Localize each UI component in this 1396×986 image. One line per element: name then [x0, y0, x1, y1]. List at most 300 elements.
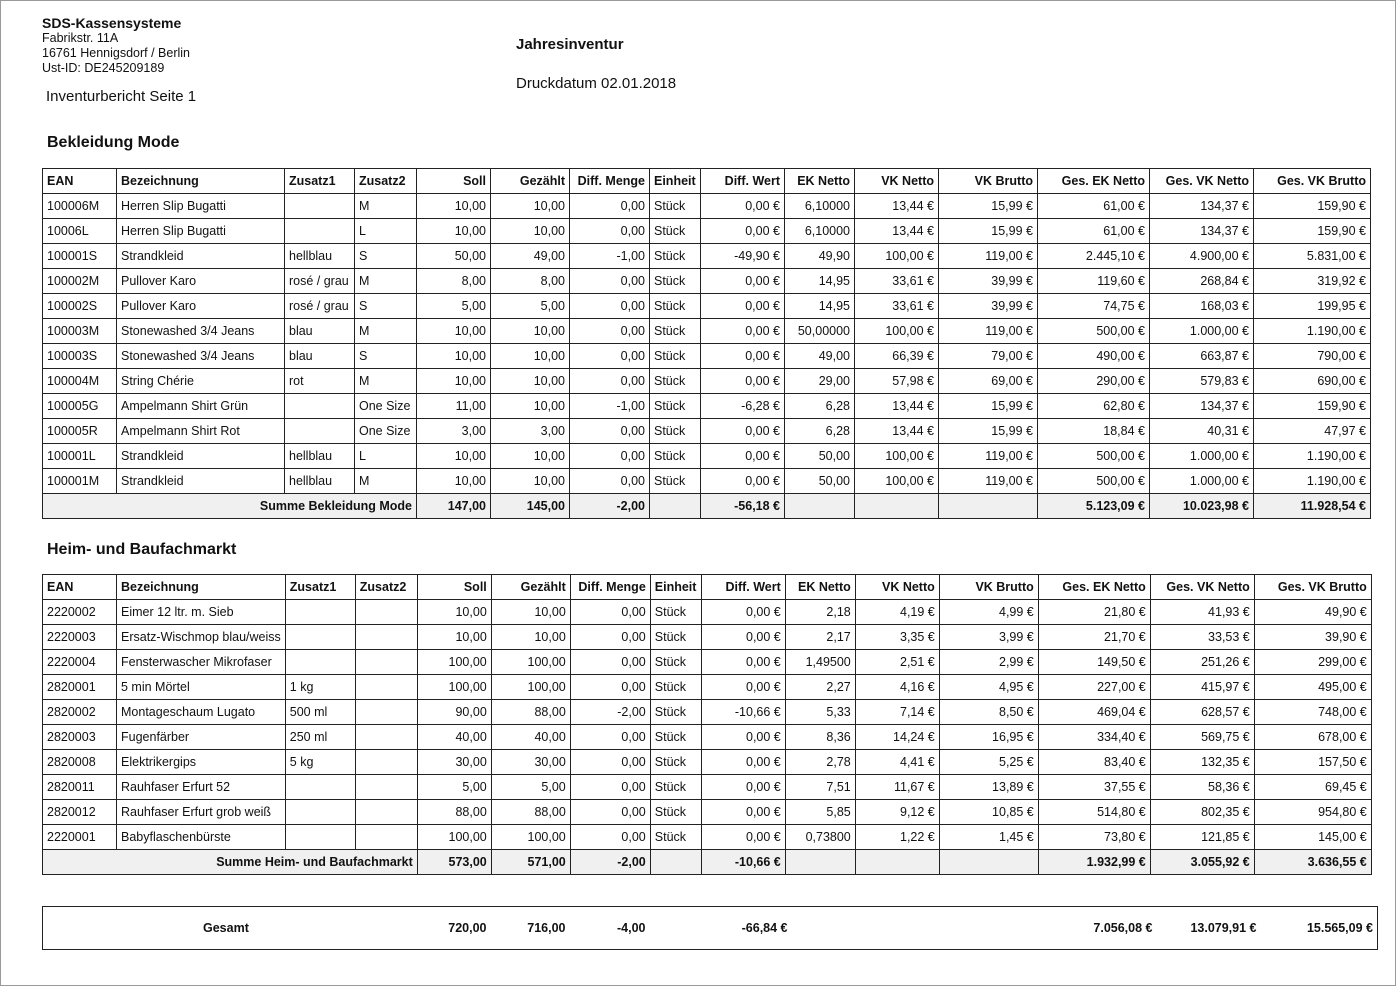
cell-vk-netto: 14,24 € [855, 725, 939, 750]
cell-ges-vk-brutto: 1.190,00 € [1254, 444, 1371, 469]
cell-ean: 100001L [43, 444, 117, 469]
cell-ges-vk-brutto: 954,80 € [1254, 800, 1371, 825]
cell-vk-netto: 100,00 € [855, 244, 939, 269]
cell-ean: 100003S [43, 344, 117, 369]
cell-soll: 10,00 [417, 219, 491, 244]
cell-ean: 10006L [43, 219, 117, 244]
total-ges-vk-brutto: 15.565,09 € [1306, 921, 1373, 935]
cell-vk-brutto: 4,95 € [939, 675, 1038, 700]
cell-einheit: Stück [650, 269, 701, 294]
print-date: Druckdatum 02.01.2018 [516, 75, 677, 92]
cell-ges-vk-brutto: 319,92 € [1254, 269, 1371, 294]
cell-gezaehlt: 5,00 [491, 294, 570, 319]
column-header-soll: Soll [417, 575, 491, 600]
company-name: SDS-Kassensysteme [42, 15, 182, 31]
cell-zusatz2: L [355, 444, 417, 469]
cell-ean: 2220003 [43, 625, 117, 650]
cell-zusatz1 [285, 419, 355, 444]
cell-ges-vk-netto: 1.000,00 € [1150, 469, 1254, 494]
cell-bezeichnung: Babyflaschenbürste [117, 825, 286, 850]
cell-vk-brutto: 13,89 € [939, 775, 1038, 800]
cell-ges-ek-netto: 83,40 € [1038, 750, 1150, 775]
column-header-ean: EAN [43, 169, 117, 194]
company-address [42, 16, 190, 76]
section-title-bekleidung: Bekleidung Mode [47, 134, 180, 151]
cell-ges-ek-netto: 334,40 € [1038, 725, 1150, 750]
cell-bezeichnung: String Chérie [117, 369, 285, 394]
cell-ges-vk-netto: 569,75 € [1150, 725, 1254, 750]
column-header-vk-brutto: VK Brutto [939, 169, 1038, 194]
cell-ges-ek-netto: 490,00 € [1038, 344, 1150, 369]
table-row [43, 269, 1371, 294]
cell-ges-vk-netto: 1.000,00 € [1150, 319, 1254, 344]
cell-einheit: Stück [650, 369, 701, 394]
cell-ges-vk-netto: 41,93 € [1150, 600, 1254, 625]
cell-vk-brutto: 39,99 € [939, 294, 1038, 319]
cell-einheit: Stück [650, 825, 701, 850]
cell-ek-netto: 2,17 [785, 625, 855, 650]
cell-zusatz2 [355, 750, 417, 775]
column-header-vk-netto: VK Netto [855, 575, 939, 600]
cell-vk-netto: 7,14 € [855, 700, 939, 725]
cell-vk-brutto: 2,99 € [939, 650, 1038, 675]
cell-ges-vk-brutto: 157,50 € [1254, 750, 1371, 775]
column-header-soll: Soll [417, 169, 491, 194]
cell-zusatz2 [355, 725, 417, 750]
cell-ean: 100006M [43, 194, 117, 219]
sum-label: Summe Bekleidung Mode [43, 494, 417, 519]
column-header-ges-vk-netto: Ges. VK Netto [1150, 169, 1254, 194]
cell-ek-netto: 49,00 [785, 344, 855, 369]
sum-ges-vk-netto: 3.055,92 € [1150, 850, 1254, 875]
cell-ean: 2820001 [43, 675, 117, 700]
cell-zusatz1 [285, 219, 355, 244]
cell-zusatz1: blau [285, 344, 355, 369]
cell-ges-vk-brutto: 47,97 € [1254, 419, 1371, 444]
cell-ges-vk-brutto: 299,00 € [1254, 650, 1371, 675]
table-row [43, 444, 1371, 469]
cell-ges-vk-brutto: 678,00 € [1254, 725, 1371, 750]
cell-ean: 100005G [43, 394, 117, 419]
cell-ek-netto: 50,00 [785, 444, 855, 469]
inventory-table-bekleidung [42, 168, 1371, 519]
cell-gezaehlt: 10,00 [491, 469, 570, 494]
cell-soll: 100,00 [417, 825, 491, 850]
cell-zusatz2 [355, 600, 417, 625]
cell-vk-brutto: 119,00 € [939, 244, 1038, 269]
cell-ek-netto: 0,73800 [785, 825, 855, 850]
cell-ges-vk-brutto: 69,45 € [1254, 775, 1371, 800]
cell-vk-brutto: 69,00 € [939, 369, 1038, 394]
cell-ek-netto: 6,28 [785, 394, 855, 419]
cell-diff-menge: 0,00 [570, 344, 650, 369]
cell-ges-ek-netto: 469,04 € [1038, 700, 1150, 725]
cell-zusatz1: rosé / grau [285, 269, 355, 294]
total-diff-menge: -4,00 [617, 921, 646, 935]
cell-diff-menge: 0,00 [570, 444, 650, 469]
cell-zusatz1 [285, 775, 355, 800]
cell-ean: 2220001 [43, 825, 117, 850]
column-header-diff-menge: Diff. Menge [570, 169, 650, 194]
sum-diff-wert: -10,66 € [701, 850, 785, 875]
sum-soll: 573,00 [417, 850, 491, 875]
table-row [43, 319, 1371, 344]
cell-gezaehlt: 10,00 [491, 625, 570, 650]
column-header-einheit: Einheit [650, 169, 701, 194]
cell-bezeichnung: Elektrikergips [117, 750, 286, 775]
cell-ges-vk-brutto: 1.190,00 € [1254, 469, 1371, 494]
cell-zusatz1: hellblau [285, 444, 355, 469]
cell-bezeichnung: Pullover Karo [117, 269, 285, 294]
cell-bezeichnung: Rauhfaser Erfurt grob weiß [117, 800, 286, 825]
cell-vk-brutto: 39,99 € [939, 269, 1038, 294]
cell-ean: 100001M [43, 469, 117, 494]
cell-zusatz2: One Size [355, 419, 417, 444]
table-row [43, 194, 1371, 219]
cell-gezaehlt: 100,00 [491, 825, 570, 850]
column-header-gezaehlt: Gezählt [491, 575, 570, 600]
cell-ges-vk-brutto: 5.831,00 € [1254, 244, 1371, 269]
cell-gezaehlt: 10,00 [491, 219, 570, 244]
cell-vk-netto: 11,67 € [855, 775, 939, 800]
cell-zusatz1: hellblau [285, 469, 355, 494]
cell-ges-vk-brutto: 748,00 € [1254, 700, 1371, 725]
cell-zusatz1 [285, 650, 355, 675]
cell-ean: 100005R [43, 419, 117, 444]
cell-ges-vk-netto: 134,37 € [1150, 394, 1254, 419]
sum-soll: 147,00 [417, 494, 491, 519]
cell-ges-vk-netto: 579,83 € [1150, 369, 1254, 394]
cell-vk-brutto: 4,99 € [939, 600, 1038, 625]
inventory-table-heim-bau [42, 574, 1372, 875]
cell-diff-menge: 0,00 [570, 625, 650, 650]
cell-ges-vk-netto: 168,03 € [1150, 294, 1254, 319]
cell-ges-vk-netto: 1.000,00 € [1150, 444, 1254, 469]
cell-diff-menge: 0,00 [570, 650, 650, 675]
cell-zusatz2: M [355, 194, 417, 219]
cell-ean: 100001S [43, 244, 117, 269]
cell-gezaehlt: 10,00 [491, 394, 570, 419]
cell-zusatz2: S [355, 294, 417, 319]
cell-ges-vk-netto: 4.900,00 € [1150, 244, 1254, 269]
cell-ek-netto: 14,95 [785, 269, 855, 294]
cell-ges-vk-brutto: 159,90 € [1254, 219, 1371, 244]
cell-einheit: Stück [650, 650, 701, 675]
cell-ges-ek-netto: 500,00 € [1038, 444, 1150, 469]
section-sum-row [43, 850, 1372, 875]
cell-bezeichnung: Fensterwascher Mikrofaser [117, 650, 286, 675]
cell-gezaehlt: 88,00 [491, 700, 570, 725]
cell-zusatz1: blau [285, 319, 355, 344]
cell-diff-wert: 0,00 € [701, 319, 785, 344]
cell-vk-netto: 13,44 € [855, 394, 939, 419]
cell-ean: 2820011 [43, 775, 117, 800]
column-header-vk-brutto: VK Brutto [939, 575, 1038, 600]
cell-gezaehlt: 10,00 [491, 344, 570, 369]
cell-ges-vk-netto: 58,36 € [1150, 775, 1254, 800]
cell-soll: 10,00 [417, 344, 491, 369]
cell-ges-vk-netto: 663,87 € [1150, 344, 1254, 369]
column-header-ges-vk-brutto: Ges. VK Brutto [1254, 169, 1371, 194]
cell-diff-wert: 0,00 € [701, 650, 785, 675]
cell-gezaehlt: 10,00 [491, 369, 570, 394]
cell-soll: 88,00 [417, 800, 491, 825]
cell-ges-ek-netto: 18,84 € [1038, 419, 1150, 444]
cell-diff-menge: 0,00 [570, 419, 650, 444]
cell-einheit: Stück [650, 394, 701, 419]
cell-zusatz1 [285, 625, 355, 650]
column-header-ek-netto: EK Netto [785, 575, 855, 600]
cell-ek-netto: 5,85 [785, 800, 855, 825]
cell-diff-menge: 0,00 [570, 775, 650, 800]
cell-ek-netto: 6,28 [785, 419, 855, 444]
cell-zusatz2: S [355, 244, 417, 269]
total-diff-wert: -66,84 € [741, 921, 788, 935]
cell-ges-vk-brutto: 199,95 € [1254, 294, 1371, 319]
table-row [43, 700, 1372, 725]
cell-zusatz1: hellblau [285, 244, 355, 269]
cell-ek-netto: 50,00000 [785, 319, 855, 344]
cell-vk-netto: 100,00 € [855, 444, 939, 469]
column-header-zusatz2: Zusatz2 [355, 575, 417, 600]
cell-diff-wert: -10,66 € [701, 700, 785, 725]
cell-diff-wert: 0,00 € [701, 344, 785, 369]
cell-vk-netto: 100,00 € [855, 469, 939, 494]
cell-ges-ek-netto: 2.445,10 € [1038, 244, 1150, 269]
cell-ges-ek-netto: 21,70 € [1038, 625, 1150, 650]
cell-ges-vk-netto: 33,53 € [1150, 625, 1254, 650]
cell-ges-vk-netto: 268,84 € [1150, 269, 1254, 294]
cell-diff-wert: 0,00 € [701, 675, 785, 700]
cell-zusatz2 [355, 650, 417, 675]
cell-ek-netto: 2,18 [785, 600, 855, 625]
table-row [43, 419, 1371, 444]
sum-diff-menge: -2,00 [570, 494, 650, 519]
cell-zusatz2: L [355, 219, 417, 244]
cell-vk-brutto: 15,99 € [939, 419, 1038, 444]
cell-soll: 10,00 [417, 625, 491, 650]
cell-einheit: Stück [650, 469, 701, 494]
cell-ges-vk-netto: 134,37 € [1150, 219, 1254, 244]
cell-diff-wert: 0,00 € [701, 419, 785, 444]
cell-zusatz1: 1 kg [285, 675, 355, 700]
cell-bezeichnung: Strandkleid [117, 469, 285, 494]
cell-ean: 2820012 [43, 800, 117, 825]
cell-ges-ek-netto: 227,00 € [1038, 675, 1150, 700]
table-row [43, 294, 1371, 319]
column-header-diff-wert: Diff. Wert [701, 169, 785, 194]
cell-ges-vk-netto: 132,35 € [1150, 750, 1254, 775]
cell-diff-wert: 0,00 € [701, 800, 785, 825]
cell-ges-ek-netto: 61,00 € [1038, 194, 1150, 219]
table-row [43, 344, 1371, 369]
cell-vk-brutto: 8,50 € [939, 700, 1038, 725]
table-row [43, 650, 1372, 675]
cell-vk-brutto: 15,99 € [939, 219, 1038, 244]
cell-vk-brutto: 1,45 € [939, 825, 1038, 850]
cell-zusatz2 [355, 700, 417, 725]
cell-ges-vk-brutto: 495,00 € [1254, 675, 1371, 700]
cell-ek-netto: 49,90 [785, 244, 855, 269]
cell-zusatz2 [355, 775, 417, 800]
cell-einheit: Stück [650, 344, 701, 369]
cell-bezeichnung: Strandkleid [117, 444, 285, 469]
cell-diff-menge: 0,00 [570, 750, 650, 775]
cell-diff-wert: 0,00 € [701, 219, 785, 244]
sum-diff-wert: -56,18 € [701, 494, 785, 519]
cell-soll: 90,00 [417, 700, 491, 725]
cell-einheit: Stück [650, 294, 701, 319]
cell-ean: 2820008 [43, 750, 117, 775]
cell-ges-ek-netto: 74,75 € [1038, 294, 1150, 319]
cell-zusatz1 [285, 394, 355, 419]
cell-soll: 40,00 [417, 725, 491, 750]
cell-soll: 3,00 [417, 419, 491, 444]
sum-gezaehlt: 145,00 [491, 494, 570, 519]
cell-einheit: Stück [650, 319, 701, 344]
cell-soll: 10,00 [417, 444, 491, 469]
cell-ean: 100004M [43, 369, 117, 394]
cell-bezeichnung: Herren Slip Bugatti [117, 219, 285, 244]
cell-ges-ek-netto: 500,00 € [1038, 319, 1150, 344]
cell-ges-vk-netto: 415,97 € [1150, 675, 1254, 700]
table-row [43, 675, 1372, 700]
cell-einheit: Stück [650, 219, 701, 244]
cell-zusatz2 [355, 825, 417, 850]
cell-einheit: Stück [650, 675, 701, 700]
cell-diff-menge: 0,00 [570, 369, 650, 394]
cell-zusatz1: 5 kg [285, 750, 355, 775]
cell-diff-menge: 0,00 [570, 725, 650, 750]
cell-ges-ek-netto: 149,50 € [1038, 650, 1150, 675]
column-header-zusatz2: Zusatz2 [355, 169, 417, 194]
cell-zusatz1 [285, 600, 355, 625]
cell-vk-netto: 66,39 € [855, 344, 939, 369]
cell-ek-netto: 2,78 [785, 750, 855, 775]
cell-gezaehlt: 30,00 [491, 750, 570, 775]
cell-gezaehlt: 10,00 [491, 600, 570, 625]
cell-vk-brutto: 119,00 € [939, 319, 1038, 344]
cell-ges-vk-brutto: 1.190,00 € [1254, 319, 1371, 344]
cell-ges-ek-netto: 514,80 € [1038, 800, 1150, 825]
table-row [43, 219, 1371, 244]
cell-vk-brutto: 5,25 € [939, 750, 1038, 775]
cell-soll: 10,00 [417, 319, 491, 344]
cell-gezaehlt: 100,00 [491, 650, 570, 675]
cell-soll: 8,00 [417, 269, 491, 294]
cell-vk-netto: 13,44 € [855, 419, 939, 444]
table-row [43, 625, 1372, 650]
cell-diff-menge: 0,00 [570, 269, 650, 294]
cell-einheit: Stück [650, 775, 701, 800]
cell-ges-vk-brutto: 39,90 € [1254, 625, 1371, 650]
cell-ek-netto: 5,33 [785, 700, 855, 725]
cell-ek-netto: 14,95 [785, 294, 855, 319]
cell-vk-brutto: 16,95 € [939, 725, 1038, 750]
cell-bezeichnung: 5 min Mörtel [117, 675, 286, 700]
cell-diff-wert: 0,00 € [701, 369, 785, 394]
cell-bezeichnung: Strandkleid [117, 244, 285, 269]
cell-zusatz1: 500 ml [285, 700, 355, 725]
cell-diff-wert: 0,00 € [701, 600, 785, 625]
cell-vk-netto: 33,61 € [855, 294, 939, 319]
table-row [43, 600, 1372, 625]
cell-zusatz2 [355, 800, 417, 825]
cell-ges-ek-netto: 61,00 € [1038, 219, 1150, 244]
cell-ges-vk-netto: 802,35 € [1150, 800, 1254, 825]
cell-vk-netto: 4,41 € [855, 750, 939, 775]
cell-diff-menge: 0,00 [570, 469, 650, 494]
cell-ek-netto: 50,00 [785, 469, 855, 494]
cell-ges-ek-netto: 500,00 € [1038, 469, 1150, 494]
cell-einheit: Stück [650, 419, 701, 444]
cell-diff-wert: 0,00 € [701, 294, 785, 319]
cell-vk-netto: 100,00 € [855, 319, 939, 344]
cell-vk-netto: 57,98 € [855, 369, 939, 394]
cell-gezaehlt: 49,00 [491, 244, 570, 269]
table-row [43, 825, 1372, 850]
cell-zusatz2: M [355, 319, 417, 344]
sum-ges-vk-brutto: 3.636,55 € [1254, 850, 1371, 875]
cell-einheit: Stück [650, 700, 701, 725]
cell-ges-vk-brutto: 159,90 € [1254, 394, 1371, 419]
column-header-bezeichnung: Bezeichnung [117, 169, 285, 194]
column-header-bezeichnung: Bezeichnung [117, 575, 286, 600]
cell-vk-netto: 2,51 € [855, 650, 939, 675]
cell-diff-wert: 0,00 € [701, 444, 785, 469]
cell-zusatz1 [285, 800, 355, 825]
cell-soll: 50,00 [417, 244, 491, 269]
cell-diff-menge: 0,00 [570, 825, 650, 850]
cell-gezaehlt: 40,00 [491, 725, 570, 750]
cell-ges-ek-netto: 37,55 € [1038, 775, 1150, 800]
cell-einheit: Stück [650, 194, 701, 219]
cell-gezaehlt: 88,00 [491, 800, 570, 825]
cell-diff-wert: 0,00 € [701, 269, 785, 294]
column-header-ges-ek-netto: Ges. EK Netto [1038, 575, 1150, 600]
cell-vk-brutto: 119,00 € [939, 469, 1038, 494]
cell-vk-netto: 13,44 € [855, 219, 939, 244]
total-ges-ek-netto: 7.056,08 € [1093, 921, 1153, 935]
cell-gezaehlt: 8,00 [491, 269, 570, 294]
cell-ges-vk-netto: 251,26 € [1150, 650, 1254, 675]
cell-bezeichnung: Fugenfärber [117, 725, 286, 750]
table-row [43, 394, 1371, 419]
cell-gezaehlt: 10,00 [491, 319, 570, 344]
cell-diff-wert: 0,00 € [701, 725, 785, 750]
cell-ges-vk-netto: 40,31 € [1150, 419, 1254, 444]
cell-diff-menge: 0,00 [570, 219, 650, 244]
grand-total-table [42, 906, 1378, 950]
cell-bezeichnung: Ampelmann Shirt Rot [117, 419, 285, 444]
sum-gezaehlt: 571,00 [491, 850, 570, 875]
cell-soll: 10,00 [417, 194, 491, 219]
cell-vk-netto: 3,35 € [855, 625, 939, 650]
cell-ges-vk-brutto: 159,90 € [1254, 194, 1371, 219]
cell-bezeichnung: Stonewashed 3/4 Jeans [117, 319, 285, 344]
column-header-vk-netto: VK Netto [855, 169, 939, 194]
cell-ges-vk-brutto: 790,00 € [1254, 344, 1371, 369]
cell-ek-netto: 1,49500 [785, 650, 855, 675]
cell-ek-netto: 7,51 [785, 775, 855, 800]
cell-zusatz2: M [355, 269, 417, 294]
cell-bezeichnung: Ampelmann Shirt Grün [117, 394, 285, 419]
cell-diff-wert: 0,00 € [701, 750, 785, 775]
table-row [43, 800, 1372, 825]
cell-diff-wert: 0,00 € [701, 194, 785, 219]
cell-zusatz2 [355, 625, 417, 650]
cell-diff-menge: 0,00 [570, 675, 650, 700]
